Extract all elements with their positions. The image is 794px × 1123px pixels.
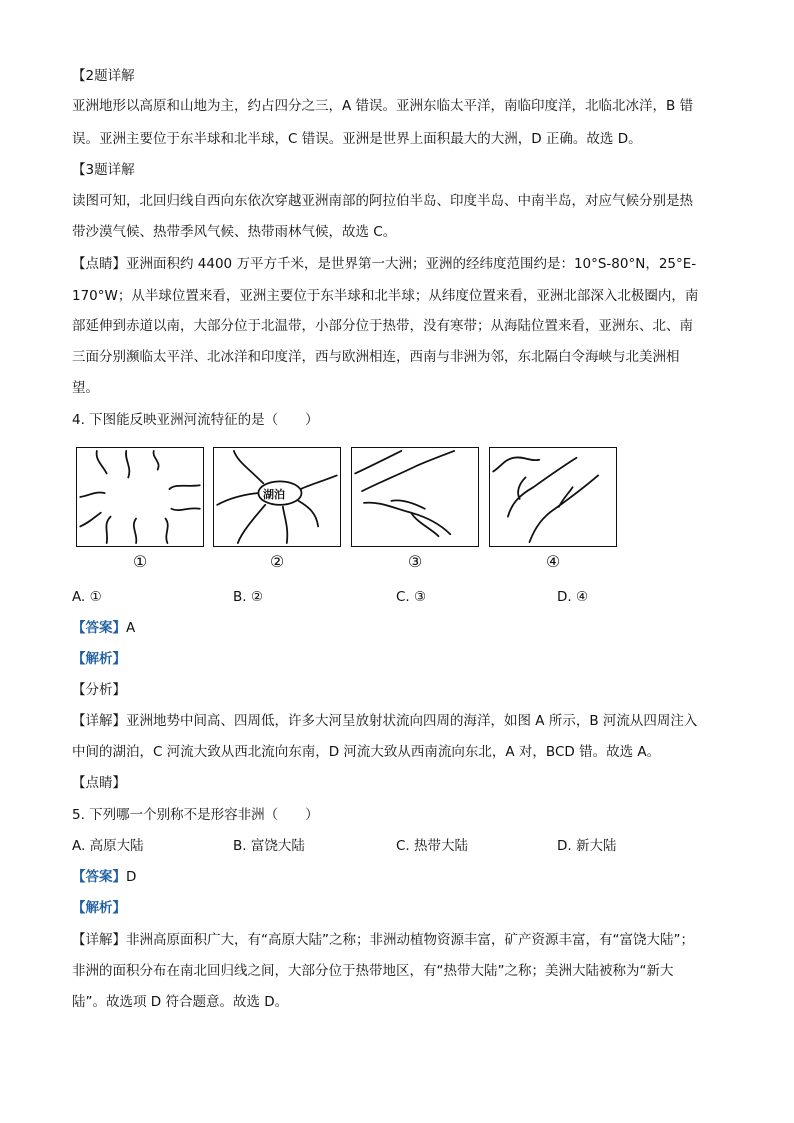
q4-detail-text-1: 亚洲地势中间高、四周低，许多大河呈放射状流向四周的海洋，如图 A 所示，B 河流从四周注入: [126, 713, 698, 729]
q4-fenxi-tag: 【分析】: [72, 682, 126, 698]
figure-4-label: ④: [545, 552, 561, 571]
figure-4-sw-ne-rivers: [489, 447, 617, 547]
q4-option-b: B. ②: [233, 589, 263, 605]
q5-option-d: D. 新大陆: [557, 838, 617, 854]
point-line-5: 望。: [72, 380, 99, 396]
figure-1-radial-rivers: [76, 447, 204, 547]
q5-detail-text-1: 非洲高原面积广大，有“高原大陆”之称；非洲动植物资源丰富，矿产资源丰富，有“富饶大陆”；: [126, 932, 694, 948]
lake-label: 湖泊: [263, 488, 285, 501]
q5-detail-line-3: 陆”。故选项 D 符合题意。故选 D。: [72, 994, 289, 1010]
point-line-3: 部延伸到赤道以南，大部分位于北温带，小部分位于热带，没有寒带；从海陆位置来看，亚洲东、北、南: [72, 318, 693, 334]
q4-option-d: D. ④: [557, 589, 589, 605]
q5-analysis-tag: 【解析】: [72, 900, 126, 916]
q3-title: 【3题详解: [72, 162, 135, 178]
figure-4-river-lines: [490, 448, 616, 546]
q4-detail-line-2: 中间的湖泊，C 河流大致从西北流向东南，D 河流大致从西南流向东北，A 对，BCD 错。故选 A。: [72, 744, 661, 760]
q5-answer: [72, 867, 136, 887]
point-line-2: 170°W；从半球位置来看，亚洲主要位于东半球和北半球；从纬度位置来看，亚洲北部深入北极圈内，南: [72, 288, 699, 304]
figure-1-label: ①: [132, 552, 148, 571]
figure-3-river-lines: [352, 448, 478, 546]
q4-option-c: C. ③: [396, 589, 427, 605]
q2-text-line-1: 亚洲地形以高原和山地为主，约占四分之三，A 错误。亚洲东临太平洋，南临印度洋，北临北冰洋，B 错: [72, 98, 694, 114]
q5-detail-tag: 【详解】: [72, 932, 126, 948]
q4-answer: [72, 618, 135, 638]
q4-question: 4. 下图能反映亚洲河流特征的是（ ）: [72, 412, 319, 428]
q5-answer-tag: 【答案】: [72, 869, 126, 885]
q2-title: 【2题详解: [72, 68, 135, 84]
point-line-1: 【点睛】亚洲面积约 4400 万平方千米，是世界第一大洲；亚洲的经纬度范围约是：10°S-80°N，25°E-: [72, 256, 697, 272]
q4-detail-line-1: [72, 711, 697, 731]
q4-answer-value: A: [126, 620, 136, 636]
q5-detail-line-1: [72, 930, 694, 950]
figure-2-label: ②: [269, 552, 285, 571]
q3-text-line-2: 带沙漠气候、热带季风气候、热带雨林气候，故选 C。: [72, 224, 397, 240]
q5-option-a: A. 高原大陆: [72, 838, 144, 854]
figure-1-river-lines: [77, 448, 203, 546]
q4-detail-tag: 【详解】: [72, 713, 126, 729]
q5-question: 5. 下列哪一个别称不是形容非洲（ ）: [72, 807, 319, 823]
q5-answer-value: D: [126, 869, 137, 885]
q5-detail-line-2: 非洲的面积分布在南北回归线之间，大部分位于热带地区，有“热带大陆”之称；美洲大陆被称为“新大: [72, 963, 674, 979]
q2-text-line-2: 误。亚洲主要位于东半球和北半球，C 错误。亚洲是世界上面积最大的大洲，D 正确。故选 D。: [72, 131, 642, 147]
q4-analysis-tag: 【解析】: [72, 651, 126, 667]
q4-option-a: A. ①: [72, 589, 102, 605]
q3-text-line-1: 读图可知，北回归线自西向东依次穿越亚洲南部的阿拉伯半岛、印度半岛、中南半岛，对应气候分别是热: [72, 193, 693, 209]
q4-point-tag: 【点睛】: [72, 775, 126, 791]
figure-3-nw-se-rivers: [351, 447, 479, 547]
point-line-4: 三面分别濒临太平洋、北冰洋和印度洋，西与欧洲相连，西南与非洲为邻，东北隔白令海峡与北美洲相: [72, 349, 680, 365]
q5-option-c: C. 热带大陆: [396, 838, 469, 854]
q5-option-b: B. 富饶大陆: [233, 838, 305, 854]
figure-2-lake-rivers: [213, 447, 341, 547]
q4-answer-tag: 【答案】: [72, 620, 126, 636]
figure-3-label: ③: [407, 552, 423, 571]
